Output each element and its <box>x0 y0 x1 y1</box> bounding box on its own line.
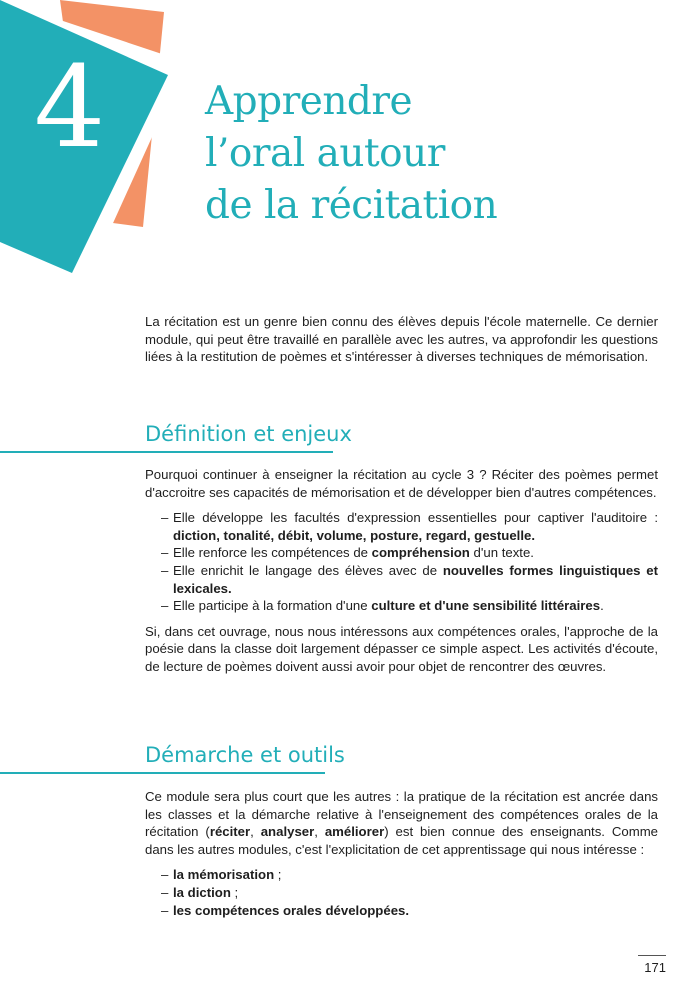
item-text: Elle renforce les compétences de <box>173 545 372 561</box>
list-item <box>161 884 658 902</box>
text: Ce module sera plus court que les autres : la pratique de la récitation est ancrée dans les classes et la démarche relative à l'enseignement des compétences orales de la récitation ( <box>145 789 658 840</box>
section-heading: Définition et enjeux <box>145 422 352 446</box>
title-line: l’oral autour <box>205 131 445 176</box>
list-item <box>161 597 658 615</box>
text: , <box>250 824 261 840</box>
item-text: . <box>600 598 604 614</box>
chapter-title <box>205 76 497 232</box>
page-number: 171 <box>638 955 666 975</box>
section-heading: Démarche et outils <box>145 743 345 767</box>
item-text: Elle enrichit le langage des élèves avec de <box>173 562 443 578</box>
list-item <box>161 509 658 544</box>
text: ) est bien connue des enseignants. Comme dans les autres modules, c'est l'explicitation de cet apprentissage qui nous intéresse : <box>145 824 659 857</box>
item-bold: culture et d'une sensibilité littéraires <box>371 598 601 614</box>
list-item <box>161 902 658 920</box>
item-text: Elle développe les facultés d'expression essentielles pour captiver l'auditoire : <box>173 510 658 526</box>
item-text: ; <box>230 884 239 900</box>
title-line: de la récitation <box>205 183 498 228</box>
list-item <box>161 544 658 562</box>
item-bold: les compétences orales développées. <box>173 902 410 918</box>
bullet-list <box>145 866 658 919</box>
intro-paragraph: La récitation est un genre bien connu des élèves depuis l'école maternelle. Ce dernier module, qui peut être travaillé en parallèle avec les autres, va approfondir les questions liées à la restitution de poèmes et s'intéresser à diverses techniques de mémorisation. <box>145 314 658 365</box>
keyword: analyser <box>260 824 315 840</box>
section2-body <box>145 788 658 927</box>
section-demarche <box>0 742 700 774</box>
keyword: améliorer <box>324 824 385 840</box>
item-text: d'un texte. <box>469 545 534 561</box>
item-bold: la mémorisation <box>173 867 275 883</box>
text: , <box>314 824 325 840</box>
keyword: réciter <box>209 824 251 840</box>
paragraph <box>145 788 658 858</box>
chapter-number: 4 <box>34 43 106 173</box>
heading-rule <box>0 451 333 453</box>
paragraph: Pourquoi continuer à enseigner la récitation au cycle 3 ? Réciter des poèmes permet d'accroitre ses capacités de mémorisation et de développer bien d'autres compétences. <box>145 467 658 500</box>
list-item <box>161 866 658 884</box>
section1-body <box>145 466 658 676</box>
title-line: Apprendre <box>205 79 413 124</box>
bullet-list <box>145 509 658 615</box>
list-item <box>161 562 658 597</box>
section-definition <box>0 421 700 453</box>
item-bold: la diction <box>173 884 231 900</box>
heading-rule <box>0 772 325 774</box>
item-text: Elle participe à la formation d'une <box>173 598 372 614</box>
item-bold: nouvelles formes linguistiques et lexicales. <box>173 562 658 596</box>
item-text: ; <box>274 867 282 883</box>
item-bold: diction, tonalité, débit, volume, posture, regard, gestuelle. <box>173 527 535 543</box>
paragraph: Si, dans cet ouvrage, nous nous intéressons aux compétences orales, l'approche de la poésie dans la classe doit largement dépasser ce simple aspect. Les activités d'écoute, de lecture de poèmes doivent aussi avoir pour objet de rencontrer des œuvres. <box>145 623 658 674</box>
item-bold: compréhension <box>371 545 470 561</box>
